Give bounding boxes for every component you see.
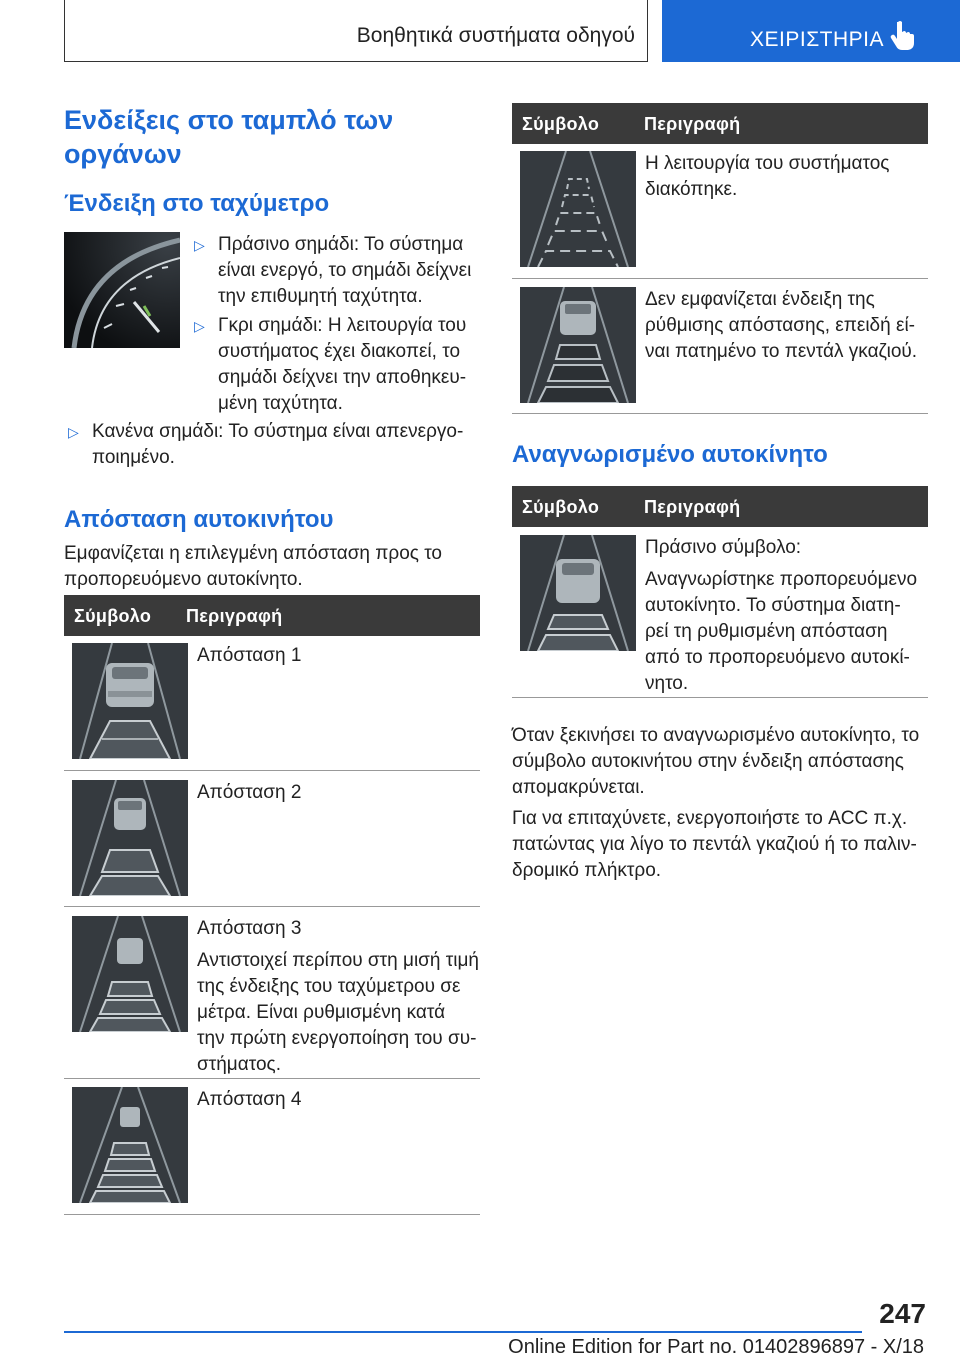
bullet-triangle-icon: ▷ xyxy=(68,424,79,440)
distance-1-icon xyxy=(72,643,188,759)
distance-3-details xyxy=(197,948,479,1078)
page-number: 247 xyxy=(879,1298,926,1329)
text-line: ναι πατημένο το πεντάλ γκαζιού. xyxy=(645,341,918,362)
text-line: Η λειτουργία του συστήματος xyxy=(645,153,890,174)
hand-pointer-icon xyxy=(890,20,916,55)
text-line: πατώντας για λίγο το πεντάλ γκαζιού ή το παλιν‐ xyxy=(512,834,917,855)
text-line: αυτοκίνητο. Το σύστημα διατη‐ xyxy=(645,595,901,616)
text-line: μένη ταχύτητα. xyxy=(218,393,343,414)
page-title-line1: Ενδείξεις στο ταμπλό των xyxy=(64,105,394,135)
text-line: δρομικό πλήκτρο. xyxy=(512,860,662,881)
text-line: Για να επιταχύνετε, ενεργοποιήστε το ACC π.χ. xyxy=(512,808,908,829)
row-divider xyxy=(64,1214,480,1215)
table-header xyxy=(64,595,480,636)
bullet-triangle-icon: ▷ xyxy=(194,237,205,253)
chapter-tab[interactable] xyxy=(662,0,960,62)
page-title-line2: οργάνων xyxy=(64,139,182,169)
text-line: ρεί τη ρυθμισμένη απόσταση xyxy=(645,621,888,642)
text-line: σύμβολο αυτοκινήτου στην ένδειξη απόστασης xyxy=(512,751,904,772)
text-line: Εμφανίζεται η επιλεγμένη απόσταση προς το xyxy=(64,543,442,564)
text-line: προπορευόμενο αυτοκίνητο. xyxy=(64,569,303,590)
col-symbol: Σύμβολο xyxy=(74,606,152,626)
footer-divider xyxy=(64,1331,862,1333)
page-title xyxy=(64,103,393,171)
row-divider xyxy=(64,770,480,771)
col-description: Περιγραφή xyxy=(186,606,283,626)
text-line: από το προπορευόμενο αυτοκί‐ xyxy=(645,647,910,668)
paragraph-2 xyxy=(512,806,917,884)
text-line: απομακρύνεται. xyxy=(512,777,645,798)
table-header xyxy=(512,103,928,144)
text-line: Απόσταση 3 xyxy=(197,918,302,939)
text-line: Δεν εμφανίζεται ένδειξη της xyxy=(645,289,875,310)
speedometer-image xyxy=(64,232,180,348)
speedo-heading: Ένδειξη στο ταχύμετρο xyxy=(64,190,330,217)
text-line: την επιθυμητή ταχύτητα. xyxy=(218,286,423,307)
distance-2-text: Απόσταση 2 xyxy=(197,782,302,803)
col-description: Περιγραφή xyxy=(644,114,741,134)
accelerator-text xyxy=(645,287,917,365)
col-description: Περιγραφή xyxy=(644,497,741,517)
col-symbol: Σύμβολο xyxy=(522,114,600,134)
row-divider xyxy=(512,413,928,414)
paragraph-1 xyxy=(512,723,919,801)
text-line: ρύθμισης απόστασης, επειδή εί‐ xyxy=(645,315,915,336)
section-title: Βοηθητικά συστήματα οδηγού xyxy=(356,24,635,47)
edition-info: Online Edition for Part no. 01402896897 - X/18 xyxy=(508,1336,924,1358)
text-line: Κανένα σημάδι: Το σύστημα είναι απενεργο‐ xyxy=(92,421,464,442)
interrupted-text xyxy=(645,151,889,203)
text-line: διακόπηκε. xyxy=(645,179,738,200)
text-line: Γκρι σημάδι: Η λειτουργία του xyxy=(218,315,467,336)
text-line: Όταν ξεκινήσει το αναγνωρισμένο αυτοκίνητο, το xyxy=(512,725,920,746)
text-line: σημάδι δείχνει την αποθηκευ‐ xyxy=(218,367,467,388)
recognized-text xyxy=(645,535,917,697)
row-divider xyxy=(64,1078,480,1079)
text-line: την πρώτη ενεργοποίηση του συ‐ xyxy=(197,1028,477,1049)
text-line: μέτρα. Είναι ρυθμισμένη κατά xyxy=(197,1002,446,1023)
speedo-bullet-2 xyxy=(218,313,466,417)
text-line: Πράσινο σημάδι: Το σύστημα xyxy=(218,234,464,255)
row-divider xyxy=(512,278,928,279)
text-line: συστήματος έχει διακοπεί, το xyxy=(218,341,461,362)
text-line: στήματος. xyxy=(197,1054,281,1075)
text-line: της ένδειξης του ταχύμετρου σε xyxy=(197,976,461,997)
distance-1-text: Απόσταση 1 xyxy=(197,645,302,666)
distance-2-icon xyxy=(72,780,188,896)
bullet-triangle-icon: ▷ xyxy=(194,318,205,334)
distance-3-icon xyxy=(72,916,188,1032)
row-divider xyxy=(64,906,480,907)
recognized-details xyxy=(645,567,917,697)
function-interrupted-icon xyxy=(520,151,636,267)
text-line: Αντιστοιχεί περίπου στη μισή τιμή xyxy=(197,950,479,971)
text-line: ποιημένο. xyxy=(92,447,175,468)
recognized-heading: Αναγνωρισμένο αυτοκίνητο xyxy=(512,441,828,468)
recognized-vehicle-icon xyxy=(520,535,636,651)
distance-text xyxy=(64,541,442,593)
distance-4-text: Απόσταση 4 xyxy=(197,1089,302,1110)
accelerator-pressed-icon xyxy=(520,287,636,403)
speedo-bullet-1 xyxy=(218,232,471,310)
distance-4-icon xyxy=(72,1087,188,1203)
text-line: νητο. xyxy=(645,673,689,694)
table-header xyxy=(512,486,928,527)
text-line: Αναγνωρίστηκε προπορευόμενο xyxy=(645,569,918,590)
text-line: είναι ενεργό, το σημάδι δείχνει xyxy=(218,260,472,281)
text-line: Πράσινο σύμβολο: xyxy=(645,537,802,558)
header-section-box xyxy=(64,0,648,62)
distance-heading: Απόσταση αυτοκινήτου xyxy=(64,506,334,533)
col-symbol: Σύμβολο xyxy=(522,497,600,517)
row-divider xyxy=(512,697,928,698)
speedo-bullet-3 xyxy=(92,419,463,471)
chapter-tab-label: ΧΕΙΡΙΣΤΗΡΙΑ xyxy=(750,28,885,51)
distance-3-text xyxy=(197,916,479,1078)
